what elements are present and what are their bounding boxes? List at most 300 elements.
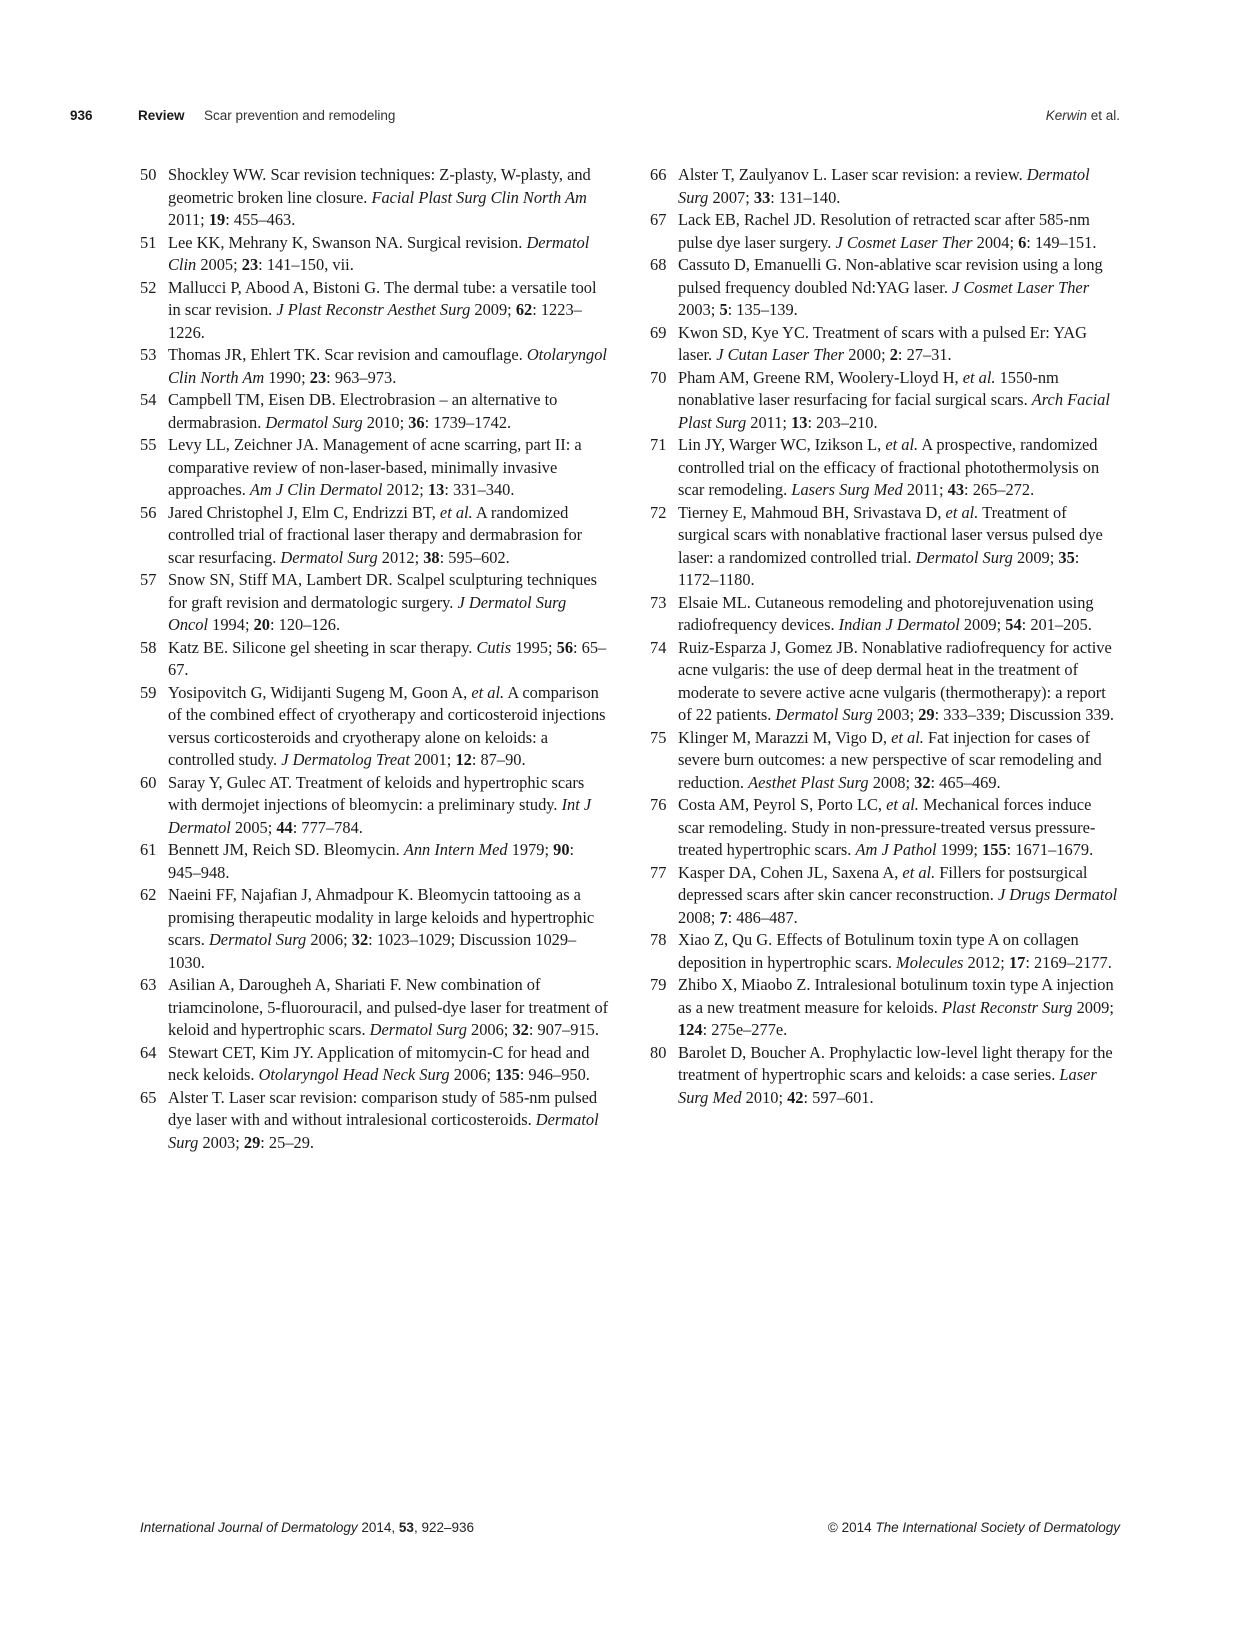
- reference-item: [140, 1042, 610, 1087]
- reference-text: [168, 683, 606, 770]
- reference-title: A prospective, randomized controlled trial on the efficacy of fractional photothermolysis on scar remodeling.: [678, 435, 1100, 499]
- reference-year: 2009;: [470, 300, 516, 319]
- reference-title: Mechanical forces induce scar remodeling. Study in non-pressure-treated versus pressure-treated hypertrophic scars.: [678, 795, 1096, 859]
- section-label: Review: [138, 108, 185, 123]
- reference-et-al: et al.: [885, 435, 919, 454]
- reference-volume: 44: [276, 817, 293, 837]
- running-authors-name: Kerwin: [1045, 108, 1087, 123]
- reference-authors: Mallucci P, Abood A, Bistoni G.: [168, 277, 384, 297]
- reference-title: Effects of Botulinum toxin type A on collagen deposition in hypertrophic scars.: [678, 930, 1079, 972]
- reference-year: 2003;: [198, 1132, 244, 1152]
- reference-number: 67: [650, 210, 667, 229]
- reference-item: [140, 839, 610, 884]
- reference-text: [168, 1043, 590, 1085]
- reference-item: [140, 637, 610, 682]
- reference-number: 54: [140, 390, 157, 409]
- reference-authors: Naeini FF, Najafian J, Ahmadpour K.: [168, 885, 418, 904]
- reference-pages: : 333–339; Discussion 339.: [934, 705, 1115, 724]
- reference-item: [140, 772, 610, 840]
- reference-number: 63: [140, 975, 157, 994]
- reference-authors: Ruiz-Esparza J, Gomez JB.: [678, 637, 862, 657]
- reference-journal: Aesthet Plast Surg: [748, 772, 869, 792]
- reference-number: 80: [650, 1042, 667, 1062]
- reference-text: [168, 390, 557, 432]
- reference-item: [650, 164, 1120, 209]
- reference-volume: 23: [309, 367, 327, 387]
- reference-pages: : 203–210.: [807, 412, 878, 432]
- reference-journal: Dermatol Surg: [168, 1110, 599, 1152]
- reference-title: Surgical revision.: [407, 232, 527, 252]
- reference-number: 55: [140, 435, 157, 454]
- reference-number: 74: [650, 637, 667, 657]
- reference-volume: 2: [889, 345, 898, 364]
- reference-number: 75: [650, 727, 667, 747]
- reference-number: 71: [650, 435, 667, 454]
- reference-title: Treatment of scars with a pulsed Er: YAG laser.: [678, 322, 1087, 364]
- reference-year: 2011;: [746, 412, 792, 432]
- reference-item: [140, 277, 610, 345]
- reference-authors: Jared Christophel J, Elm C, Endrizzi BT,: [168, 502, 440, 522]
- reference-year: 2006;: [306, 930, 352, 949]
- reference-title: Fillers for postsurgical depressed scars after skin cancer reconstruction.: [678, 862, 1088, 904]
- reference-pages: : 455–463.: [225, 210, 296, 229]
- reference-title: Management of acne scarring, part II: a comparative review of non-laser-based, minimally invasive approaches.: [168, 435, 582, 499]
- footer-citation: [140, 1520, 474, 1535]
- reference-authors: Alster T.: [168, 1087, 229, 1107]
- reference-et-al: et al.: [439, 502, 473, 522]
- reference-volume: 5: [719, 300, 728, 319]
- reference-text: [678, 728, 1102, 792]
- reference-number: 59: [140, 682, 157, 702]
- reference-item: [650, 794, 1120, 862]
- reference-text: [168, 345, 607, 387]
- reference-text: [678, 930, 1112, 972]
- reference-text: [168, 570, 597, 634]
- reference-year: 2005;: [196, 255, 242, 274]
- reference-text: [168, 840, 574, 882]
- reference-pages: : 595–602.: [439, 547, 510, 567]
- reference-number: 78: [650, 930, 667, 949]
- reference-journal: Otolaryngol Head Neck Surg: [258, 1065, 450, 1084]
- reference-title: Treatment of surgical scars with nonablative fractional laser versus pulsed dye laser: a randomized controlled trial.: [678, 502, 1103, 567]
- reference-year: 2012;: [377, 547, 424, 567]
- reference-volume: 38: [423, 547, 440, 567]
- reference-volume: 13: [427, 480, 445, 499]
- reference-item: [650, 929, 1120, 974]
- reference-item: [650, 637, 1120, 727]
- reference-authors: Alster T, Zaulyanov L.: [678, 165, 832, 184]
- reference-pages: : 946–950.: [519, 1065, 590, 1084]
- reference-text: [168, 435, 582, 499]
- reference-year: 2006;: [449, 1065, 496, 1084]
- reference-year: 2011;: [902, 480, 948, 499]
- reference-item: [140, 502, 610, 570]
- reference-pages: : 65–67.: [168, 637, 607, 679]
- reference-item: [650, 209, 1120, 254]
- reference-text: [678, 210, 1096, 252]
- reference-pages: : 131–140.: [770, 187, 841, 207]
- references-right-column: [650, 164, 1120, 1109]
- reference-volume: 32: [351, 930, 369, 949]
- reference-title: Prophylactic low-level light therapy for the treatment of hypertrophic scars and keloids: a case series.: [678, 1042, 1113, 1084]
- reference-year: 2012;: [382, 480, 428, 499]
- reference-pages: : 597–601.: [803, 1087, 874, 1107]
- reference-journal: Ann Intern Med: [403, 840, 508, 859]
- reference-year: 2009;: [959, 615, 1006, 634]
- reference-journal: Facial Plast Surg Clin North Am: [371, 187, 587, 207]
- reference-item: [140, 1087, 610, 1155]
- reference-title: Scalpel sculpturing techniques for graft revision and dermatologic surgery.: [168, 570, 597, 612]
- reference-pages: : 87–90.: [471, 750, 526, 769]
- reference-volume: 29: [243, 1132, 261, 1152]
- reference-pages: : 201–205.: [1021, 615, 1092, 634]
- reference-number: 77: [650, 862, 667, 882]
- reference-volume: 17: [1008, 952, 1026, 972]
- reference-pages: : 1739–1742.: [424, 412, 512, 432]
- reference-authors: Pham AM, Greene RM, Woolery-Lloyd H,: [678, 367, 963, 387]
- reference-journal: Lasers Surg Med: [791, 480, 903, 499]
- reference-journal: Int J Dermatol: [168, 795, 592, 837]
- reference-number: 56: [140, 502, 157, 522]
- reference-text: [168, 1088, 599, 1152]
- reference-title: Laser scar revision: a review.: [831, 165, 1027, 184]
- running-authors-suffix: et al.: [1086, 108, 1120, 123]
- reference-volume: 32: [512, 1020, 529, 1039]
- reference-year: 2006;: [466, 1020, 513, 1039]
- reference-pages: : 1223–1226.: [168, 300, 582, 342]
- reference-item: [140, 974, 610, 1042]
- footer-journal-name: International Journal of Dermatology: [140, 1520, 358, 1535]
- reference-text: [678, 503, 1103, 590]
- reference-journal: J Drugs Dermatol: [997, 885, 1118, 904]
- reference-title: Nonablative radiofrequency for active acne vulgaris: the use of deep dermal heat in the treatment of moderate to severe active acne vulgaris (thermotherapy): a report of 22 patients.: [678, 637, 1112, 724]
- reference-text: [678, 795, 1095, 859]
- reference-item: [650, 1042, 1120, 1110]
- article-topic: Scar prevention and remodeling: [204, 108, 396, 123]
- running-authors: [1046, 108, 1120, 123]
- reference-title: Fat injection for cases of severe burn outcomes: a new perspective of scar remodeling and reduction.: [678, 727, 1102, 792]
- reference-item: [140, 434, 610, 502]
- reference-authors: Yosipovitch G, Widijanti Sugeng M, Goon A,: [168, 682, 472, 702]
- reference-authors: Levy LL, Zeichner JA.: [168, 435, 323, 454]
- reference-text: [168, 885, 594, 972]
- footer-pages: , 922–936: [413, 1520, 475, 1535]
- reference-text: [678, 165, 1090, 207]
- reference-volume: 23: [241, 255, 259, 274]
- reference-volume: 19: [208, 210, 226, 229]
- reference-authors: Kasper DA, Cohen JL, Saxena A,: [678, 862, 903, 882]
- reference-journal: Dermatol Surg: [280, 547, 378, 567]
- reference-text: [168, 278, 597, 342]
- reference-pages: : 963–973.: [326, 367, 397, 387]
- page-number: 936: [70, 108, 93, 123]
- footer-society: The International Society of Dermatology: [875, 1520, 1120, 1535]
- reference-title: The dermal tube: a versatile tool in scar revision.: [168, 277, 597, 319]
- reference-text: [168, 503, 582, 567]
- reference-pages: : 465–469.: [930, 772, 1001, 792]
- reference-pages: : 331–340.: [444, 480, 515, 499]
- reference-year: 2010;: [362, 412, 409, 432]
- reference-number: 70: [650, 367, 667, 387]
- reference-pages: : 141–150, vii.: [258, 255, 354, 274]
- reference-number: 62: [140, 885, 157, 904]
- reference-journal: Cutis: [476, 637, 512, 657]
- reference-volume: 90: [553, 840, 570, 859]
- reference-year: 2003;: [872, 705, 919, 724]
- reference-text: [678, 323, 1087, 365]
- reference-volume: 6: [1018, 232, 1027, 252]
- reference-title: Laser scar revision: comparison study of 585-nm pulsed dye laser with and without intralesional corticosteroids.: [168, 1087, 598, 1129]
- reference-et-al: et al.: [945, 502, 979, 522]
- reference-volume: 56: [556, 637, 574, 657]
- reference-year: 2011;: [168, 210, 209, 229]
- reference-journal: J Cosmet Laser Ther: [835, 232, 973, 252]
- reference-et-al: et al.: [902, 862, 936, 882]
- reference-authors: Zhibo X, Miaobo Z.: [678, 975, 815, 994]
- footer-copyright-prefix: © 2014: [827, 1520, 876, 1535]
- reference-year: 1994;: [208, 615, 254, 634]
- reference-number: 50: [140, 165, 157, 184]
- reference-journal: Am J Clin Dermatol: [249, 480, 383, 499]
- reference-text: [678, 368, 1110, 432]
- reference-number: 53: [140, 345, 157, 364]
- reference-number: 79: [650, 975, 667, 994]
- reference-title: Bleomycin tattooing as a promising therapeutic modality in large keloids and hypertrophic scars.: [168, 885, 595, 949]
- page-footer: [140, 1520, 1120, 1540]
- reference-item: [650, 592, 1120, 637]
- reference-journal: Laser Surg Med: [678, 1065, 1097, 1107]
- reference-number: 73: [650, 592, 667, 612]
- reference-number: 64: [140, 1042, 157, 1062]
- reference-journal: Plast Reconstr Surg: [941, 997, 1073, 1017]
- reference-authors: Barolet D, Boucher A.: [678, 1042, 830, 1062]
- reference-number: 61: [140, 840, 157, 859]
- reference-number: 66: [650, 165, 667, 184]
- reference-title: Resolution of retracted scar after 585-nm pulse dye laser surgery.: [678, 210, 1090, 252]
- reference-authors: Elsaie ML.: [678, 592, 755, 612]
- reference-pages: : 120–126.: [269, 615, 341, 634]
- reference-year: 1995;: [511, 637, 557, 657]
- reference-title: Scar revision techniques: Z-plasty, W-plasty, and geometric broken line closure.: [168, 165, 591, 207]
- reference-number: 65: [140, 1087, 157, 1107]
- reference-volume: 33: [753, 187, 771, 207]
- reference-item: [650, 322, 1120, 367]
- reference-number: 68: [650, 255, 667, 274]
- reference-et-al: et al.: [891, 727, 924, 747]
- reference-text: [678, 593, 1094, 635]
- reference-authors: Campbell TM, Eisen DB.: [168, 390, 340, 409]
- reference-authors: Klinger M, Marazzi M, Vigo D,: [678, 727, 892, 747]
- reference-journal: Arch Facial Plast Surg: [678, 390, 1110, 432]
- reference-text: [168, 975, 608, 1039]
- reference-year: 1979;: [507, 840, 554, 859]
- reference-volume: 54: [1005, 615, 1022, 634]
- reference-volume: 12: [455, 750, 472, 769]
- reference-item: [140, 232, 610, 277]
- reference-authors: Asilian A, Darougheh A, Shariati F.: [168, 975, 406, 994]
- reference-year: 2009;: [1072, 997, 1114, 1017]
- reference-volume: 36: [408, 412, 425, 432]
- reference-journal: Indian J Dermatol: [838, 615, 960, 634]
- reference-pages: : 265–272.: [964, 480, 1035, 499]
- reference-item: [140, 344, 610, 389]
- reference-authors: Lack EB, Rachel JD.: [678, 210, 821, 229]
- reference-item: [650, 434, 1120, 502]
- reference-volume: 20: [253, 615, 270, 634]
- reference-volume: 155: [982, 840, 1007, 859]
- reference-item: [140, 884, 610, 974]
- reference-authors: Snow SN, Stiff MA, Lambert DR.: [168, 570, 397, 589]
- reference-authors: Saray Y, Gulec AT.: [168, 772, 296, 792]
- footer-volume: 53: [398, 1520, 414, 1535]
- reference-authors: Thomas JR, Ehlert TK.: [168, 345, 325, 364]
- reference-authors: Lee KK, Mehrany K, Swanson NA.: [168, 232, 407, 252]
- running-header: [70, 108, 1120, 128]
- reference-item: [140, 164, 610, 232]
- reference-pages: : 275e–277e.: [702, 1020, 788, 1039]
- reference-year: 2005;: [230, 817, 277, 837]
- reference-volume: 29: [918, 705, 935, 724]
- reference-authors: Stewart CET, Kim JY.: [168, 1042, 317, 1062]
- reference-volume: 7: [719, 907, 728, 927]
- reference-title: Non-ablative scar revision using a long pulsed frequency doubled Nd:YAG laser.: [678, 255, 1103, 297]
- reference-authors: Xiao Z, Qu G.: [678, 930, 777, 949]
- reference-title: Electrobrasion – an alternative to dermabrasion.: [168, 390, 558, 432]
- reference-item: [650, 502, 1120, 592]
- reference-number: 72: [650, 502, 667, 522]
- reference-et-al: et al.: [962, 367, 996, 387]
- reference-authors: Cassuto D, Emanuelli G.: [678, 255, 846, 274]
- reference-journal: J Cutan Laser Ther: [716, 345, 845, 364]
- reference-title: 1550-nm nonablative laser resurfacing for facial surgical scars.: [678, 367, 1059, 409]
- reference-text: [678, 863, 1117, 927]
- reference-title: Treatment of keloids and hypertrophic scars with dermojet injections of bleomycin: a preliminary study.: [168, 772, 585, 814]
- reference-title: Scar revision and camouflage.: [324, 345, 527, 364]
- reference-item: [650, 254, 1120, 322]
- reference-item: [140, 389, 610, 434]
- reference-volume: 135: [495, 1065, 520, 1084]
- reference-number: 57: [140, 570, 157, 589]
- reference-journal: Dermatol Surg: [265, 412, 363, 432]
- reference-title: Intralesional botulinum toxin type A injection as a new treatment measure for keloids.: [678, 975, 1114, 1017]
- reference-text: [168, 233, 589, 275]
- reference-number: 60: [140, 772, 157, 792]
- reference-pages: : 2169–2177.: [1025, 952, 1112, 972]
- reference-volume: 43: [947, 480, 965, 499]
- reference-volume: 13: [791, 412, 808, 432]
- reference-year: 2008;: [678, 907, 720, 927]
- reference-volume: 32: [914, 772, 931, 792]
- reference-pages: : 27–31.: [897, 345, 952, 364]
- reference-journal: Otolaryngol Clin North Am: [168, 345, 607, 387]
- reference-journal: Dermatol Surg: [678, 165, 1090, 207]
- reference-item: [650, 727, 1120, 795]
- reference-year: 1990;: [264, 367, 310, 387]
- reference-authors: Shockley WW.: [168, 165, 271, 184]
- reference-text: [168, 638, 606, 680]
- reference-title: Cutaneous remodeling and photorejuvenation using radiofrequency devices.: [678, 592, 1094, 634]
- reference-journal: Am J Pathol: [855, 840, 937, 859]
- reference-pages: : 25–29.: [260, 1132, 315, 1152]
- reference-item: [650, 862, 1120, 930]
- reference-text: [678, 638, 1114, 725]
- reference-authors: Tierney E, Mahmoud BH, Srivastava D,: [678, 502, 946, 522]
- reference-text: [678, 1043, 1113, 1107]
- reference-pages: : 907–915.: [528, 1020, 599, 1039]
- reference-year: 2004;: [972, 232, 1019, 252]
- reference-text: [168, 773, 591, 837]
- reference-pages: : 1023–1029; Discussion 1029–1030.: [168, 930, 577, 972]
- reference-year: 2008;: [868, 772, 915, 792]
- reference-year: 2007;: [708, 187, 754, 207]
- reference-journal: J Dermatolog Treat: [281, 750, 410, 769]
- reference-number: 58: [140, 637, 157, 657]
- reference-journal: Dermatol Clin: [168, 232, 590, 274]
- reference-authors: Kwon SD, Kye YC.: [678, 322, 813, 342]
- reference-number: 69: [650, 322, 667, 342]
- reference-journal: J Cosmet Laser Ther: [952, 277, 1090, 297]
- reference-pages: : 135–139.: [727, 300, 798, 319]
- reference-volume: 124: [678, 1020, 703, 1039]
- reference-pages: : 486–487.: [727, 907, 798, 927]
- reference-item: [650, 974, 1120, 1042]
- reference-pages: : 1172–1180.: [678, 547, 1080, 589]
- reference-pages: : 777–784.: [292, 817, 363, 837]
- reference-title: A randomized controlled trial of fractional laser therapy and dermabrasion for scar resurfacing.: [168, 502, 583, 567]
- reference-journal: J Dermatol Surg Oncol: [168, 592, 567, 634]
- footer-copyright: [828, 1520, 1120, 1535]
- reference-number: 51: [140, 232, 157, 252]
- reference-title: Bleomycin.: [323, 840, 404, 859]
- reference-text: [678, 255, 1103, 319]
- reference-year: 1999;: [936, 840, 983, 859]
- reference-title: Application of mitomycin-C for head and neck keloids.: [168, 1042, 590, 1084]
- references-left-column: [140, 164, 610, 1154]
- reference-number: 76: [650, 795, 667, 814]
- reference-text: [168, 165, 591, 229]
- reference-text: [678, 975, 1114, 1039]
- reference-volume: 42: [787, 1087, 804, 1107]
- reference-journal: Dermatol Surg: [369, 1020, 467, 1039]
- reference-journal: Dermatol Surg: [775, 705, 873, 724]
- reference-number: 52: [140, 277, 157, 297]
- reference-title: A comparison of the combined effect of cryotherapy and corticosteroid injections versus corticosteroids and cryotherapy alone on keloids: a controlled study.: [168, 682, 606, 769]
- reference-et-al: et al.: [886, 795, 919, 814]
- reference-item: [140, 569, 610, 637]
- reference-year: 2009;: [1012, 547, 1059, 567]
- reference-journal: J Plast Reconstr Aesthet Surg: [276, 300, 471, 319]
- reference-title: New combination of triamcinolone, 5-fluorouracil, and pulsed-dye laser for treatment of keloid and hypertrophic scars.: [168, 975, 609, 1039]
- reference-journal: Dermatol Surg: [208, 930, 307, 949]
- footer-year: 2014,: [357, 1520, 399, 1535]
- reference-et-al: et al.: [471, 682, 505, 702]
- reference-title: Silicone gel sheeting in scar therapy.: [232, 637, 477, 657]
- reference-pages: : 149–151.: [1026, 232, 1097, 252]
- reference-pages: : 1671–1679.: [1006, 840, 1094, 859]
- reference-journal: Molecules: [896, 952, 964, 972]
- reference-year: 2001;: [409, 750, 456, 769]
- reference-year: 2003;: [678, 300, 720, 319]
- reference-text: [678, 435, 1099, 499]
- reference-year: 2012;: [963, 952, 1009, 972]
- reference-authors: Bennett JM, Reich SD.: [168, 840, 324, 859]
- reference-authors: Katz BE.: [168, 637, 233, 657]
- reference-volume: 35: [1058, 547, 1075, 567]
- reference-item: [650, 367, 1120, 435]
- reference-journal: Dermatol Surg: [915, 547, 1013, 567]
- reference-volume: 62: [515, 300, 533, 319]
- reference-authors: Costa AM, Peyrol S, Porto LC,: [678, 795, 887, 814]
